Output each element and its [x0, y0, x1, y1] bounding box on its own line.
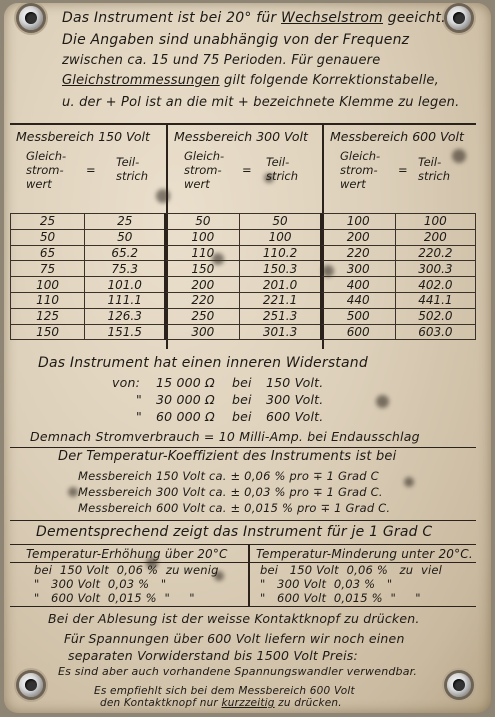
dc-value-cell: 50 — [11, 229, 85, 245]
stain — [452, 149, 466, 163]
intro-line-5: u. der + Pol ist an die mit + bezeichnete Klemme zu legen. — [62, 95, 460, 110]
temp-decrease-row: " 600 Volt 0,015 % " " — [260, 591, 421, 605]
resistance-prefix: von: — [112, 375, 140, 390]
resistance-at: bei — [232, 409, 252, 424]
calibration-table — [10, 213, 476, 340]
temp-decrease-row: bei 150 Volt 0,06 % zu viel — [260, 563, 443, 577]
scale-reading-cell: 603.0 — [395, 324, 475, 340]
rule — [10, 520, 476, 521]
resistance-value: 15 000 Ω — [156, 375, 215, 390]
range-header-150: Messbereich 150 Volt — [16, 129, 150, 144]
dc-value-cell: 300 — [165, 324, 240, 340]
resistance-at: bei — [232, 375, 252, 390]
note-text: den Kontaktknopf nur — [100, 697, 222, 709]
col-eq-label: = — [86, 163, 96, 177]
dc-value-cell: 200 — [165, 277, 240, 293]
dc-value-cell: 110 — [165, 245, 240, 261]
scale-reading-cell: 251.3 — [240, 308, 321, 324]
resistance-prefix: " — [136, 392, 142, 407]
scale-reading-cell: 101.0 — [85, 277, 166, 293]
screw-bottom-right — [447, 673, 471, 697]
intro-text: geeicht. — [383, 10, 446, 26]
col-eq-label: = — [242, 163, 252, 177]
intro-line-2: Die Angaben sind unabhängig von der Frequenz — [62, 32, 410, 48]
dc-value-cell: 300 — [321, 261, 396, 277]
dc-value-cell: 100 — [321, 214, 396, 230]
intro-underlined: Gleichstrommessungen — [62, 73, 220, 88]
temp-coef-row: Messbereich 150 Volt ca. ± 0,06 % pro ∓ 1 Grad C — [78, 469, 379, 483]
resistance-range: 300 Volt. — [266, 392, 324, 407]
col-eq-label: = — [398, 163, 408, 177]
scale-reading-cell: 50 — [85, 229, 166, 245]
intro-line-4 — [62, 73, 439, 88]
temp-left-header: Temperatur-Erhöhung über 20°C — [26, 547, 228, 561]
dc-value-cell: 75 — [11, 261, 85, 277]
dc-value-cell: 250 — [165, 308, 240, 324]
stain — [404, 477, 414, 487]
note-line-4: Es sind aber auch vorhandene Spannungswandler verwendbar. — [58, 665, 418, 678]
scale-reading-cell: 502.0 — [395, 308, 475, 324]
col-value-label: Gleich- strom- wert — [340, 149, 381, 191]
note-line-2: Für Spannungen über 600 Volt liefern wir noch einen — [64, 631, 405, 646]
temp-coef-row: Messbereich 300 Volt ca. ± 0,03 % pro ∓ 1 Grad C. — [78, 485, 383, 499]
temp-coef-title: Der Temperatur-Koeffizient des Instruments ist bei — [58, 449, 397, 464]
resistance-range: 150 Volt. — [266, 375, 324, 390]
rule — [10, 606, 476, 607]
scale-reading-cell: 111.1 — [85, 292, 166, 308]
instrument-plate — [4, 3, 491, 713]
scale-reading-cell: 151.5 — [85, 324, 166, 340]
table-top-rule — [10, 123, 476, 125]
scale-reading-cell: 65.2 — [85, 245, 166, 261]
col-value-label: Gleich- strom- wert — [26, 149, 67, 191]
scale-reading-cell: 402.0 — [395, 277, 475, 293]
scale-reading-cell: 110.2 — [240, 245, 321, 261]
dc-value-cell: 440 — [321, 292, 396, 308]
scale-reading-cell: 100 — [240, 229, 321, 245]
dc-value-cell: 500 — [321, 308, 396, 324]
note-line-5: Es empfiehlt sich bei dem Messbereich 600 Volt — [94, 685, 355, 697]
rule — [10, 544, 476, 545]
dc-value-cell: 220 — [165, 292, 240, 308]
range-header-600: Messbereich 600 Volt — [330, 129, 464, 144]
rule — [10, 447, 476, 448]
consumption-line: Demnach Stromverbrauch = 10 Milli-Amp. bei Endausschlag — [30, 429, 420, 444]
col-value-label: Gleich- strom- wert — [184, 149, 225, 191]
scale-reading-cell: 150.3 — [240, 261, 321, 277]
dc-value-cell: 125 — [11, 308, 85, 324]
table-row — [11, 277, 476, 293]
screw-top-left — [19, 6, 43, 30]
resistance-value: 30 000 Ω — [156, 392, 215, 407]
scale-reading-cell: 126.3 — [85, 308, 166, 324]
dc-value-cell: 200 — [321, 229, 396, 245]
stain — [68, 487, 78, 497]
note-line-1: Bei der Ablesung ist der weisse Kontaktknopf zu drücken. — [48, 611, 420, 626]
intro-line-1 — [62, 10, 446, 26]
col-teil-label: Teil- strich — [266, 155, 299, 183]
temp-coef-row: Messbereich 600 Volt ca. ± 0,015 % pro ∓ 1 Grad C. — [78, 501, 391, 515]
dc-value-cell: 100 — [11, 277, 85, 293]
scale-reading-cell: 25 — [85, 214, 166, 230]
scale-reading-cell: 441.1 — [395, 292, 475, 308]
intro-line-3: zwischen ca. 15 und 75 Perioden. Für genauere — [62, 53, 381, 68]
col-teil-label: Teil- strich — [418, 155, 451, 183]
resistance-at: bei — [232, 392, 252, 407]
temp-decrease-row: " 300 Volt 0,03 % " — [260, 577, 393, 591]
stain — [376, 395, 389, 408]
intro-text: gilt folgende Korrektionstabelle, — [219, 73, 439, 88]
dc-value-cell: 600 — [321, 324, 396, 340]
table-row — [11, 324, 476, 340]
screw-top-right — [447, 6, 471, 30]
intro-text: Das Instrument ist bei 20° für — [62, 10, 282, 26]
scale-reading-cell: 75.3 — [85, 261, 166, 277]
scale-reading-cell: 300.3 — [395, 261, 475, 277]
temp-divider — [248, 544, 250, 606]
scale-reading-cell: 221.1 — [240, 292, 321, 308]
scale-reading-cell: 100 — [395, 214, 475, 230]
scale-reading-cell: 220.2 — [395, 245, 475, 261]
col-teil-label: Teil- strich — [116, 155, 149, 183]
scale-reading-cell: 50 — [240, 214, 321, 230]
screw-bottom-left — [19, 673, 43, 697]
resistance-value: 60 000 Ω — [156, 409, 215, 424]
dc-value-cell: 220 — [321, 245, 396, 261]
note-underlined: kurzzeitig — [221, 697, 275, 709]
scale-reading-cell: 201.0 — [240, 277, 321, 293]
resistance-range: 600 Volt. — [266, 409, 324, 424]
dc-value-cell: 65 — [11, 245, 85, 261]
intro-underlined: Wechselstrom — [281, 10, 383, 26]
dc-value-cell: 25 — [11, 214, 85, 230]
note-line-6 — [100, 697, 342, 709]
temp-increase-row: " 600 Volt 0,015 % " " — [34, 591, 195, 605]
table-row — [11, 292, 476, 308]
temp-effect-title: Dementsprechend zeigt das Instrument für je 1 Grad C — [36, 524, 433, 540]
temp-right-header: Temperatur-Minderung unter 20°C. — [256, 547, 473, 561]
dc-value-cell: 110 — [11, 292, 85, 308]
resistance-prefix: " — [136, 409, 142, 424]
table-row — [11, 261, 476, 277]
dc-value-cell: 150 — [11, 324, 85, 340]
dc-value-cell: 50 — [165, 214, 240, 230]
dc-value-cell: 400 — [321, 277, 396, 293]
table-row — [11, 229, 476, 245]
resistance-title: Das Instrument hat einen inneren Widerstand — [38, 355, 368, 371]
range-header-300: Messbereich 300 Volt — [174, 129, 308, 144]
table-row — [11, 214, 476, 230]
note-text: zu drücken. — [274, 697, 342, 709]
table-row — [11, 308, 476, 324]
temp-increase-row: " 300 Volt 0,03 % " — [34, 577, 167, 591]
scale-reading-cell: 301.3 — [240, 324, 321, 340]
temp-increase-row: bei 150 Volt 0,06 % zu wenig — [34, 563, 219, 577]
dc-value-cell: 150 — [165, 261, 240, 277]
table-row — [11, 245, 476, 261]
dc-value-cell: 100 — [165, 229, 240, 245]
scale-reading-cell: 200 — [395, 229, 475, 245]
note-line-3: separaten Vorwiderstand bis 1500 Volt Preis: — [68, 648, 358, 663]
